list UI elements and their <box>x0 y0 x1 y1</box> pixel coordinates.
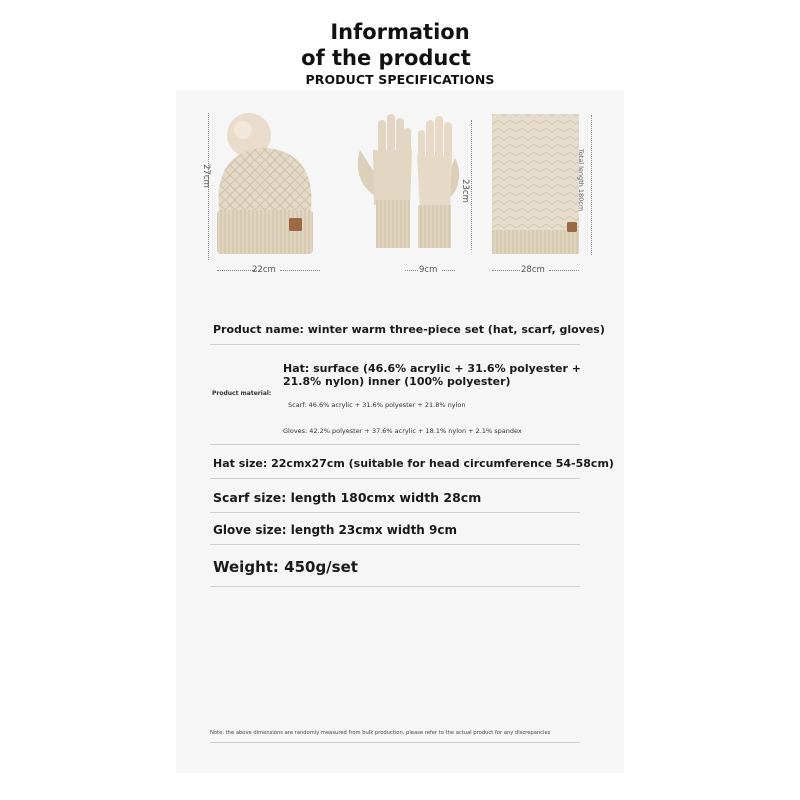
glove-height-label: 23cm <box>459 179 470 203</box>
scarf-length-label: Total length 180cm <box>577 148 586 212</box>
hat-width-label: 22cm <box>252 265 276 275</box>
glove-size: Glove size: length 23cmx width 9cm <box>213 523 457 537</box>
subtitle: PRODUCT SPECIFICATIONS <box>305 72 495 87</box>
glove-width-line-left <box>405 270 418 271</box>
divider <box>210 344 580 345</box>
divider <box>210 512 580 513</box>
material-label: Product material: <box>212 390 272 397</box>
divider <box>210 444 580 445</box>
glove-width-label: 9cm <box>419 265 438 275</box>
hat-size: Hat size: 22cmx27cm (suitable for head circumference 54-58cm) <box>213 457 614 470</box>
divider <box>210 544 580 545</box>
title-line-1: Information <box>330 20 470 44</box>
scarf-size: Scarf size: length 180cmx width 28cm <box>213 490 482 505</box>
hat-material-line-2: 21.8% nylon) inner (100% polyester) <box>283 375 511 388</box>
divider <box>210 586 580 587</box>
glove-material: Gloves: 42.2% polyester + 37.6% acrylic + 18.1% nylon + 2.1% spandex <box>283 427 522 435</box>
scarf-image <box>492 114 579 254</box>
hat-brim <box>217 210 313 254</box>
glove-width-line-right <box>442 270 455 271</box>
hat-width-line-left <box>217 270 257 271</box>
divider <box>210 478 580 479</box>
hat-image <box>217 113 313 254</box>
hat-material-line-1: Hat: surface (46.6% acrylic + 31.6% polyester + <box>283 362 581 375</box>
divider <box>210 742 580 743</box>
product-name: Product name: winter warm three-piece set (hat, scarf, gloves) <box>213 323 605 336</box>
measurement-note: Note: the above dimensions are randomly measured from bulk production, please refer to the actual product for any discrepancies <box>210 730 551 736</box>
scarf-material: Scarf: 46.6% acrylic + 31.6% polyester + 21.8% nylon <box>288 401 466 409</box>
scarf-width-label: 28cm <box>521 265 545 275</box>
glove-height-line <box>471 120 472 250</box>
title-line-2: of the product <box>301 46 471 70</box>
scarf-label-patch <box>567 222 577 232</box>
scarf-width-line-left <box>492 270 520 271</box>
scarf-width-line-right <box>549 270 579 271</box>
hat-width-line-right <box>280 270 320 271</box>
hat-label-patch <box>289 218 302 231</box>
hat-height-label: 27cm <box>200 164 211 188</box>
hat-crown <box>218 148 311 215</box>
weight: Weight: 450g/set <box>213 558 358 576</box>
scarf-length-line <box>591 115 592 255</box>
gloves-image <box>358 114 459 248</box>
